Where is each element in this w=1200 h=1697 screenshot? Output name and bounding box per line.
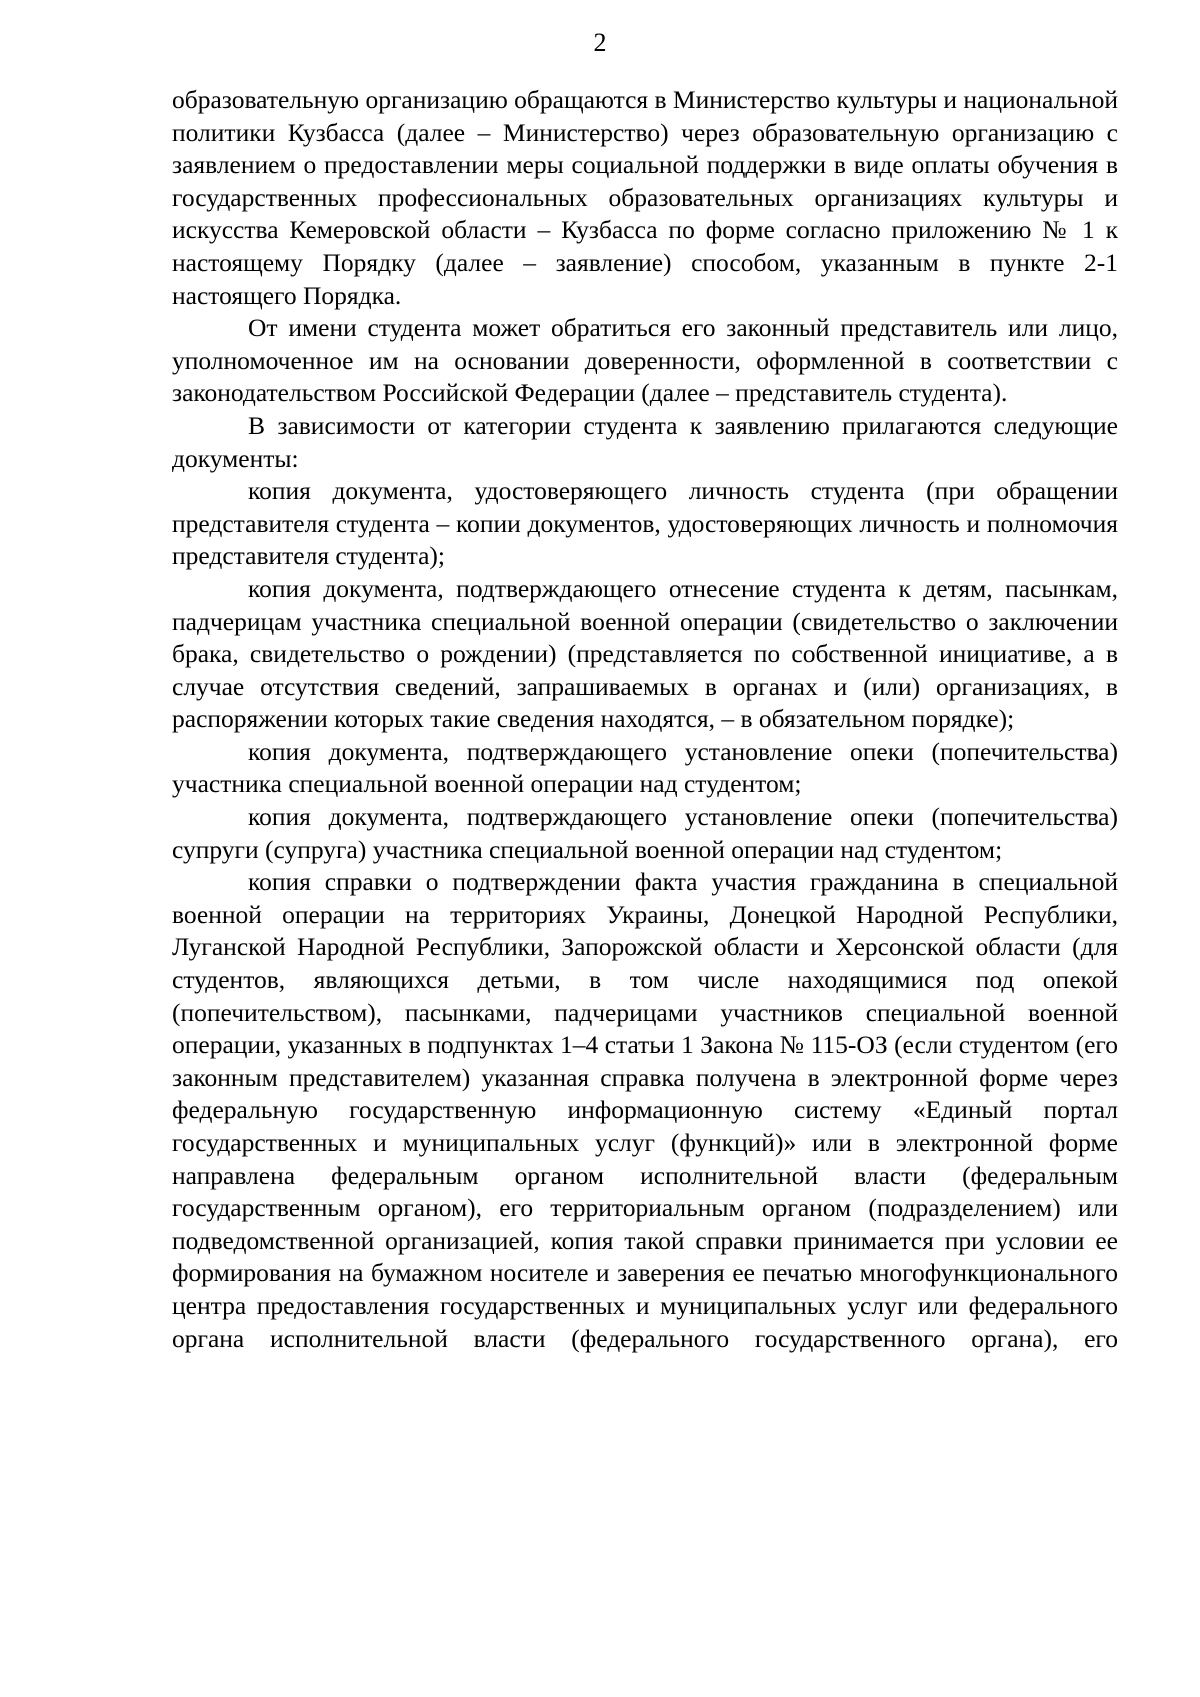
paragraph-participation-certificate: копия справки о подтверждении факта участия гражданина в специальной военной операции на территориях Украины, Донецкой Народной Республики, Луганской Народной Республики, Запорожской области и Херсонской области (для студентов, являющихся детьми, в том числе находящимися под опекой (попечительством), пасынками, падчерицами участников специальной военной операции, указанных в подпунктах 1–4 статьи 1 Закона № 115-ОЗ (если студентом (его законным представителем) указанная справка получена в электронной форме через федеральную государственную информационную систему «Единый портал государственных и муниципальных услуг (функций)» или в электронной форме направлена федеральным органом исполнительной власти (федеральным государственным органом), его территориальным органом (подразделением) или подведомственной организацией, копия такой справки принимается при условии ее формирования на бумажном носителе и заверения ее печатью многофункционального центра предоставления государственных и муниципальных услуг или федерального органа исполнительной власти (федерального государственного органа), его bbox=[172, 867, 1118, 1353]
paragraph-guardianship-participant: копия документа, подтверждающего установление опеки (попечительства) участника специальной военной операции над студентом; bbox=[172, 736, 1118, 799]
paragraph-documents-intro: В зависимости от категории студента к заявлению прилагаются следующие документы: bbox=[172, 410, 1118, 473]
page-number: 2 bbox=[593, 28, 607, 57]
document-body bbox=[172, 84, 1118, 1355]
paragraph-identity-copy: копия документа, удостоверяющего личность студента (при обращении представителя студента – копии документов, удостоверяющих личность и полномочия представителя студента); bbox=[172, 476, 1118, 571]
paragraph-guardianship-spouse: копия документа, подтверждающего установление опеки (попечительства) супруги (супруга) участника специальной военной операции над студентом; bbox=[172, 802, 1118, 864]
paragraph-representative: От имени студента может обратиться его законный представитель или лицо, уполномоченное им на основании доверенности, оформленной в соответствии с законодательством Российской Федерации (далее – представитель студента). bbox=[172, 313, 1118, 408]
paragraph-application-intro: образовательную организацию обращаются в Министерство культуры и национальной политики Кузбасса (далее – Министерство) через образовательную организацию с заявлением о предоставлении меры социальной поддержки в виде оплаты обучения в государственных профессиональных образовательных организациях культуры и искусства Кемеровской области – Кузбасса по форме согласно приложению № 1 к настоящему Порядку (далее – заявление) способом, указанным в пункте 2-1 настоящего Порядка. bbox=[172, 85, 1118, 310]
paragraph-relationship-copy: копия документа, подтверждающего отнесение студента к детям, пасынкам, падчерицам участника специальной военной операции (свидетельство о заключении брака, свидетельство о рождении) (представляется по собственной инициативе, а в случае отсутствия сведений, запрашиваемых в органах и (или) организациях, в распоряжении которых такие сведения находятся, – в обязательном порядке); bbox=[172, 573, 1118, 734]
